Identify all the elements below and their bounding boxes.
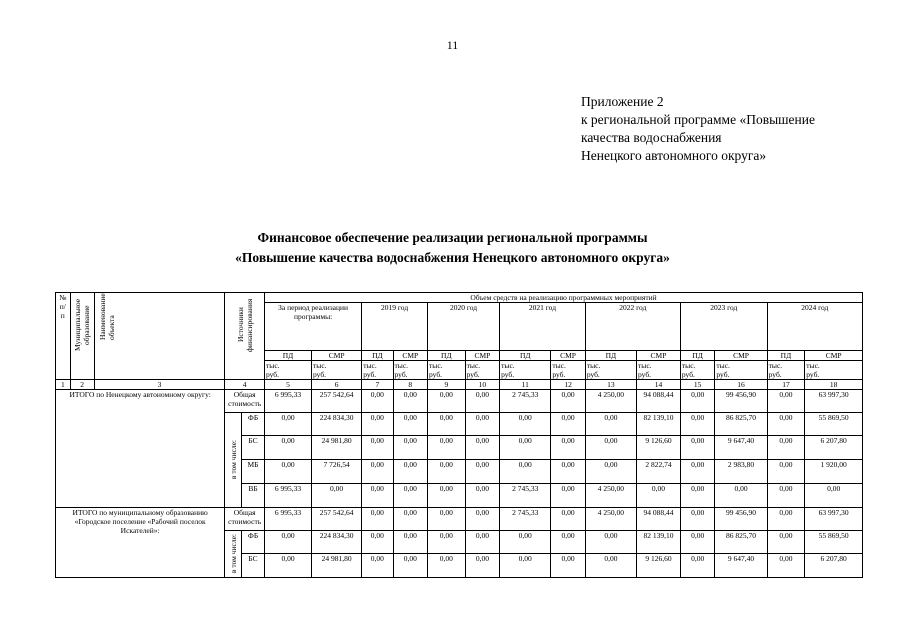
unit-line: руб. <box>394 370 408 379</box>
cell-value: 0,00 <box>551 413 585 436</box>
header-unit <box>500 361 551 380</box>
header-unit <box>637 361 681 380</box>
cell-value: 0,00 <box>265 460 312 484</box>
header-unit <box>805 361 863 380</box>
header-pd: ПД <box>265 351 312 361</box>
cell-value: 0,00 <box>585 554 636 578</box>
cell-value: 0,00 <box>428 484 466 508</box>
total-value: 6 995,33 <box>265 390 312 413</box>
unit-line: тыс. <box>429 361 443 370</box>
cell-value: 2 745,33 <box>500 484 551 508</box>
appendix-note <box>581 93 815 165</box>
header-unit <box>312 361 362 380</box>
header-smr: СМР <box>465 351 499 361</box>
total-cost-label: Общая стоимость <box>225 390 265 413</box>
cell-value: 0,00 <box>428 554 466 578</box>
cell-value: 24 981,80 <box>312 554 362 578</box>
column-number: 3 <box>94 380 225 390</box>
cell-value: 0,00 <box>362 413 393 436</box>
in-total-label <box>225 413 242 508</box>
total-value: 6 995,33 <box>265 508 312 531</box>
unit-line: тыс. <box>501 361 515 370</box>
cell-value: 82 139,10 <box>637 531 681 554</box>
total-value: 0,00 <box>393 508 427 531</box>
column-number: 8 <box>393 380 427 390</box>
header-unit <box>585 361 636 380</box>
total-value: 0,00 <box>428 508 466 531</box>
cell-value: 0,00 <box>265 436 312 460</box>
header-smr: СМР <box>637 351 681 361</box>
header-pd: ПД <box>680 351 714 361</box>
header-unit <box>428 361 466 380</box>
cell-value: 0,00 <box>585 436 636 460</box>
source-label: МБ <box>242 460 265 484</box>
cell-value: 0,00 <box>393 484 427 508</box>
cell-value: 0,00 <box>393 554 427 578</box>
unit-line: тыс. <box>363 361 377 370</box>
column-number: 2 <box>70 380 94 390</box>
header-pd: ПД <box>500 351 551 361</box>
cell-value: 224 834,30 <box>312 413 362 436</box>
cell-value: 6 207,80 <box>805 436 863 460</box>
column-number: 17 <box>767 380 805 390</box>
document-title <box>0 228 905 268</box>
total-value: 0,00 <box>551 508 585 531</box>
section-label: ИТОГО по Ненецкому автономному округу: <box>56 390 225 508</box>
cell-value: 0,00 <box>637 484 681 508</box>
column-number: 9 <box>428 380 466 390</box>
cell-value: 0,00 <box>715 484 767 508</box>
cell-value: 0,00 <box>312 484 362 508</box>
cell-value: 0,00 <box>362 531 393 554</box>
source-label: ВБ <box>242 484 265 508</box>
in-total-label <box>225 531 242 578</box>
cell-value: 0,00 <box>465 460 499 484</box>
cell-value: 9 126,60 <box>637 436 681 460</box>
header-smr: СМР <box>715 351 767 361</box>
unit-line: тыс. <box>638 361 652 370</box>
cell-value: 55 869,50 <box>805 413 863 436</box>
cell-value: 0,00 <box>500 554 551 578</box>
total-value: 99 456,90 <box>715 390 767 413</box>
cell-value: 0,00 <box>465 413 499 436</box>
cell-value: 0,00 <box>428 436 466 460</box>
header-sources: Источники финансирования <box>225 293 265 380</box>
cell-value: 0,00 <box>428 531 466 554</box>
cell-value: 1 920,00 <box>805 460 863 484</box>
unit-line: руб. <box>313 370 327 379</box>
cell-value: 0,00 <box>680 436 714 460</box>
source-label: ФБ <box>242 413 265 436</box>
cell-value: 86 825,70 <box>715 531 767 554</box>
unit-line: руб. <box>806 370 820 379</box>
total-value: 0,00 <box>767 508 805 531</box>
total-value: 257 542,64 <box>312 508 362 531</box>
cell-value: 9 126,60 <box>637 554 681 578</box>
source-label: БС <box>242 436 265 460</box>
column-number: 6 <box>312 380 362 390</box>
cell-value: 0,00 <box>265 413 312 436</box>
cell-value: 7 726,54 <box>312 460 362 484</box>
header-pd: ПД <box>585 351 636 361</box>
total-value: 94 088,44 <box>637 508 681 531</box>
appendix-line: Приложение 2 <box>581 94 664 109</box>
column-number: 13 <box>585 380 636 390</box>
header-year: 2019 год <box>362 303 428 351</box>
total-value: 0,00 <box>362 508 393 531</box>
cell-value: 24 981,80 <box>312 436 362 460</box>
unit-line: руб. <box>768 370 782 379</box>
header-unit <box>551 361 585 380</box>
column-number: 18 <box>805 380 863 390</box>
total-value: 2 745,33 <box>500 390 551 413</box>
cell-value: 0,00 <box>767 413 805 436</box>
total-value: 94 088,44 <box>637 390 681 413</box>
header-unit <box>393 361 427 380</box>
unit-line: тыс. <box>394 361 409 370</box>
cell-value: 224 834,30 <box>312 531 362 554</box>
header-unit <box>362 361 393 380</box>
section-label: ИТОГО по муниципальному образованию «Городское поселение «Рабочий поселок Искателей»: <box>56 508 225 578</box>
total-value: 0,00 <box>362 390 393 413</box>
cell-value: 0,00 <box>362 460 393 484</box>
financing-table <box>55 292 863 578</box>
header-smr: СМР <box>551 351 585 361</box>
total-value: 63 997,30 <box>805 508 863 531</box>
cell-value: 0,00 <box>465 484 499 508</box>
header-year: 2024 год <box>767 303 862 351</box>
column-number: 11 <box>500 380 551 390</box>
unit-line: тыс. <box>313 361 327 370</box>
unit-line: руб. <box>638 370 652 379</box>
unit-line: тыс. <box>768 361 783 370</box>
cell-value: 2 822,74 <box>637 460 681 484</box>
unit-line: руб. <box>552 370 566 379</box>
cell-value: 0,00 <box>393 531 427 554</box>
header-volume: Объем средств на реализацию программных мероприятий <box>265 293 863 303</box>
cell-value: 0,00 <box>465 436 499 460</box>
cell-value: 0,00 <box>585 413 636 436</box>
cell-value: 0,00 <box>428 413 466 436</box>
header-year: 2021 год <box>500 303 586 351</box>
cell-value: 0,00 <box>767 484 805 508</box>
header-period: За период реализации программы: <box>265 303 362 351</box>
cell-value: 0,00 <box>551 531 585 554</box>
cell-value: 0,00 <box>585 531 636 554</box>
cell-value: 0,00 <box>393 436 427 460</box>
cell-value: 0,00 <box>551 484 585 508</box>
cell-value: 0,00 <box>767 460 805 484</box>
cell-value: 0,00 <box>551 460 585 484</box>
header-year: 2023 год <box>680 303 767 351</box>
total-value: 0,00 <box>551 390 585 413</box>
header-smr: СМР <box>393 351 427 361</box>
header-year: 2022 год <box>585 303 680 351</box>
cell-value: 6 207,80 <box>805 554 863 578</box>
cell-value: 0,00 <box>362 554 393 578</box>
header-municipality: Муниципальное образование <box>70 293 94 380</box>
unit-line: руб. <box>716 370 730 379</box>
source-label: БС <box>242 554 265 578</box>
column-number: 1 <box>56 380 71 390</box>
total-value: 0,00 <box>465 390 499 413</box>
unit-line: руб. <box>363 370 377 379</box>
cell-value: 0,00 <box>500 436 551 460</box>
cell-value: 0,00 <box>767 554 805 578</box>
source-label: ФБ <box>242 531 265 554</box>
unit-line: руб. <box>501 370 515 379</box>
unit-line: тыс. <box>586 361 601 370</box>
cell-value: 0,00 <box>680 554 714 578</box>
column-number: 16 <box>715 380 767 390</box>
cell-value: 0,00 <box>767 436 805 460</box>
in-total-text: в том числе: <box>228 440 238 480</box>
section-total-row <box>56 508 863 531</box>
cell-value: 0,00 <box>500 531 551 554</box>
in-total-text: в том числе: <box>228 534 238 574</box>
header-unit <box>680 361 714 380</box>
cell-value: 0,00 <box>362 436 393 460</box>
cell-value: 0,00 <box>680 413 714 436</box>
unit-line: тыс. <box>552 361 566 370</box>
cell-value: 0,00 <box>585 460 636 484</box>
header-smr: СМР <box>312 351 362 361</box>
cell-value: 0,00 <box>393 413 427 436</box>
total-value: 2 745,33 <box>500 508 551 531</box>
cell-value: 9 647,40 <box>715 554 767 578</box>
cell-value: 0,00 <box>500 460 551 484</box>
cell-value: 0,00 <box>265 554 312 578</box>
cell-value: 0,00 <box>551 554 585 578</box>
total-value: 257 542,64 <box>312 390 362 413</box>
cell-value: 0,00 <box>265 531 312 554</box>
total-value: 4 250,00 <box>585 508 636 531</box>
title-line-1: Финансовое обеспечение реализации региональной программы <box>257 230 648 245</box>
cell-value: 0,00 <box>805 484 863 508</box>
unit-line: тыс. <box>716 361 730 370</box>
total-value: 0,00 <box>767 390 805 413</box>
cell-value: 0,00 <box>428 460 466 484</box>
column-number: 14 <box>637 380 681 390</box>
cell-value: 0,00 <box>393 460 427 484</box>
total-value: 0,00 <box>465 508 499 531</box>
header-unit <box>465 361 499 380</box>
cell-value: 0,00 <box>680 531 714 554</box>
header-pd: ПД <box>767 351 805 361</box>
unit-line: руб. <box>586 370 600 379</box>
header-unit <box>715 361 767 380</box>
column-number: 10 <box>465 380 499 390</box>
total-value: 4 250,00 <box>585 390 636 413</box>
column-number: 4 <box>225 380 265 390</box>
unit-line: руб. <box>681 370 695 379</box>
cell-value: 86 825,70 <box>715 413 767 436</box>
total-value: 99 456,90 <box>715 508 767 531</box>
unit-line: тыс. <box>806 361 820 370</box>
total-value: 0,00 <box>680 508 714 531</box>
header-unit <box>265 361 312 380</box>
section-total-row <box>56 390 863 413</box>
unit-line: руб. <box>466 370 480 379</box>
cell-value: 2 983,80 <box>715 460 767 484</box>
header-smr: СМР <box>805 351 863 361</box>
appendix-line: к региональной программе «Повышение <box>581 112 815 127</box>
cell-value: 6 995,33 <box>265 484 312 508</box>
total-value: 63 997,30 <box>805 390 863 413</box>
total-value: 0,00 <box>680 390 714 413</box>
header-pd: ПД <box>428 351 466 361</box>
cell-value: 4 250,00 <box>585 484 636 508</box>
cell-value: 0,00 <box>551 436 585 460</box>
unit-line: тыс. <box>681 361 696 370</box>
cell-value: 0,00 <box>767 531 805 554</box>
header-pd: ПД <box>362 351 393 361</box>
column-number: 12 <box>551 380 585 390</box>
cell-value: 0,00 <box>680 484 714 508</box>
unit-line: руб. <box>266 370 279 379</box>
cell-value: 0,00 <box>465 554 499 578</box>
title-line-2: «Повышение качества водоснабжения Ненецкого автономного округа» <box>235 250 670 265</box>
column-number: 5 <box>265 380 312 390</box>
header-num: № п/п <box>56 293 71 380</box>
cell-value: 0,00 <box>500 413 551 436</box>
unit-line: руб. <box>429 370 443 379</box>
header-year: 2020 год <box>428 303 500 351</box>
cell-value: 0,00 <box>465 531 499 554</box>
header-object: Наименование объекта <box>94 293 225 380</box>
appendix-line: качества водоснабжения <box>581 130 722 145</box>
column-number: 7 <box>362 380 393 390</box>
appendix-line: Ненецкого автономного округа» <box>581 148 767 163</box>
cell-value: 82 139,10 <box>637 413 681 436</box>
total-value: 0,00 <box>428 390 466 413</box>
cell-value: 9 647,40 <box>715 436 767 460</box>
unit-line: тыс. <box>466 361 481 370</box>
cell-value: 55 869,50 <box>805 531 863 554</box>
column-number: 15 <box>680 380 714 390</box>
page-number: 11 <box>446 38 459 52</box>
header-unit <box>767 361 805 380</box>
cell-value: 0,00 <box>362 484 393 508</box>
unit-line: тыс. <box>266 361 280 370</box>
cell-value: 0,00 <box>680 460 714 484</box>
total-cost-label: Общая стоимость <box>225 508 265 531</box>
total-value: 0,00 <box>393 390 427 413</box>
